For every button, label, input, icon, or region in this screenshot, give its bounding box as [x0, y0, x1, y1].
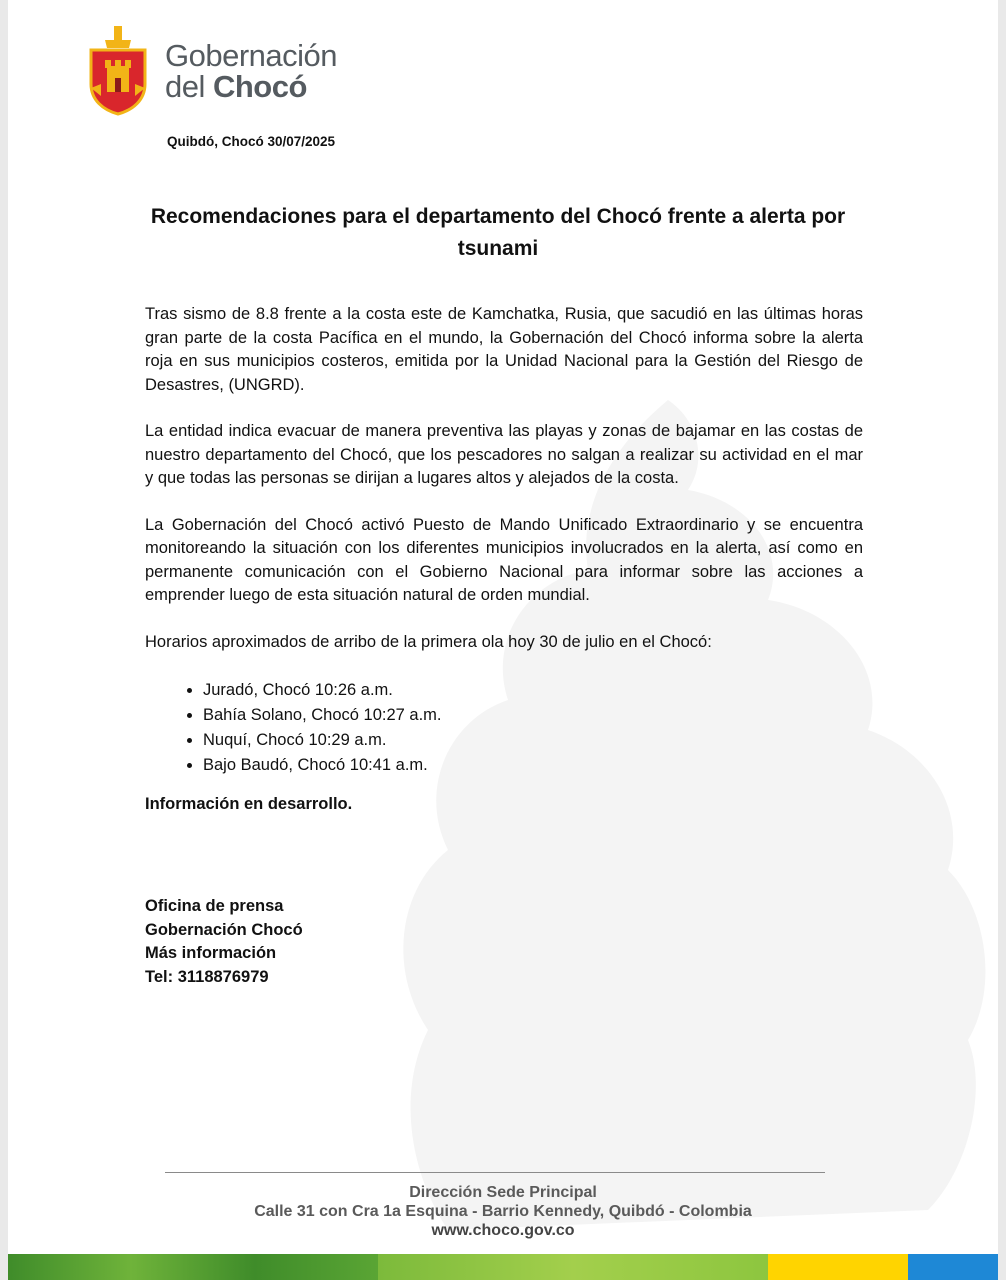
stripe-blue — [908, 1254, 998, 1280]
document-page — [8, 0, 998, 1280]
contact-line-1: Oficina de prensa — [145, 897, 284, 915]
logo-line2 — [165, 71, 337, 102]
press-contact — [145, 895, 303, 989]
logo-line1: Gobernación — [165, 38, 338, 73]
footer — [8, 1183, 998, 1240]
closing-note: Información en desarrollo. — [145, 795, 353, 813]
list-item: • Bahía Solano, Chocó 10:27 a.m. — [203, 703, 863, 728]
logo-line2-name: Chocó — [212, 69, 307, 104]
logo-line2-prefix: del — [165, 69, 213, 104]
list-item: • Nuquí, Chocó 10:29 a.m. — [203, 728, 863, 753]
document-date: Quibdó, Chocó 30/07/2025 — [167, 134, 336, 149]
coat-of-arms-logo — [87, 26, 149, 116]
stripe-lightgreen — [378, 1254, 768, 1280]
contact-line-3: Más información — [145, 944, 277, 962]
document-body — [145, 303, 863, 840]
footer-heading: Dirección Sede Principal — [409, 1184, 597, 1201]
header-logo — [87, 26, 337, 116]
paragraph-2: La entidad indica evacuar de manera preventiva las playas y zonas de bajamar en las costas de nuestro departamento del Chocó, que los pescadores no salgan a realizar su actividad en el mar y que todas las personas se dirijan a lugares altos y alejados de la costa. — [145, 422, 863, 487]
footer-address: Calle 31 con Cra 1a Esquina - Barrio Kennedy, Quibdó - Colombia — [254, 1203, 752, 1220]
footer-website[interactable]: www.choco.gov.co — [431, 1222, 575, 1239]
list-item: • Juradó, Chocó 10:26 a.m. — [203, 678, 863, 703]
stripe-green — [8, 1254, 378, 1280]
document-title: Recomendaciones para el departamento del Chocó frente a alerta por tsunami — [150, 205, 846, 260]
arrival-times-list — [145, 678, 863, 778]
list-item: • Bajo Baudó, Chocó 10:41 a.m. — [203, 753, 863, 778]
contact-line-2: Gobernación Chocó — [145, 920, 303, 939]
stripe-yellow — [768, 1254, 908, 1280]
contact-phone: Tel: 3118876979 — [145, 967, 269, 986]
paragraph-1: Tras sismo de 8.8 frente a la costa este de Kamchatka, Rusia, que sacudió en las últimas horas gran parte de la costa Pacífica en el mundo, la Gobernación del Chocó informa sobre la alerta roja en sus municipios costeros, emitida por la Unidad Nacional para la Gestión del Riesgo de Desastres, (UNGRD). — [145, 305, 863, 394]
paragraph-3: La Gobernación del Chocó activó Puesto de Mando Unificado Extraordinario y se encuentra monitoreando la situación con los diferentes municipios involucrados en la alerta, así como en permanente comunicación con el Gobierno Nacional para informar sobre las acciones a emprender luego de esta situación natural de orden mundial. — [145, 515, 863, 604]
logo-wordmark — [165, 40, 337, 102]
footer-divider — [165, 1172, 825, 1173]
paragraph-4: Horarios aproximados de arribo de la primera ola hoy 30 de julio en el Chocó: — [145, 632, 712, 651]
footer-color-stripe — [8, 1254, 998, 1280]
